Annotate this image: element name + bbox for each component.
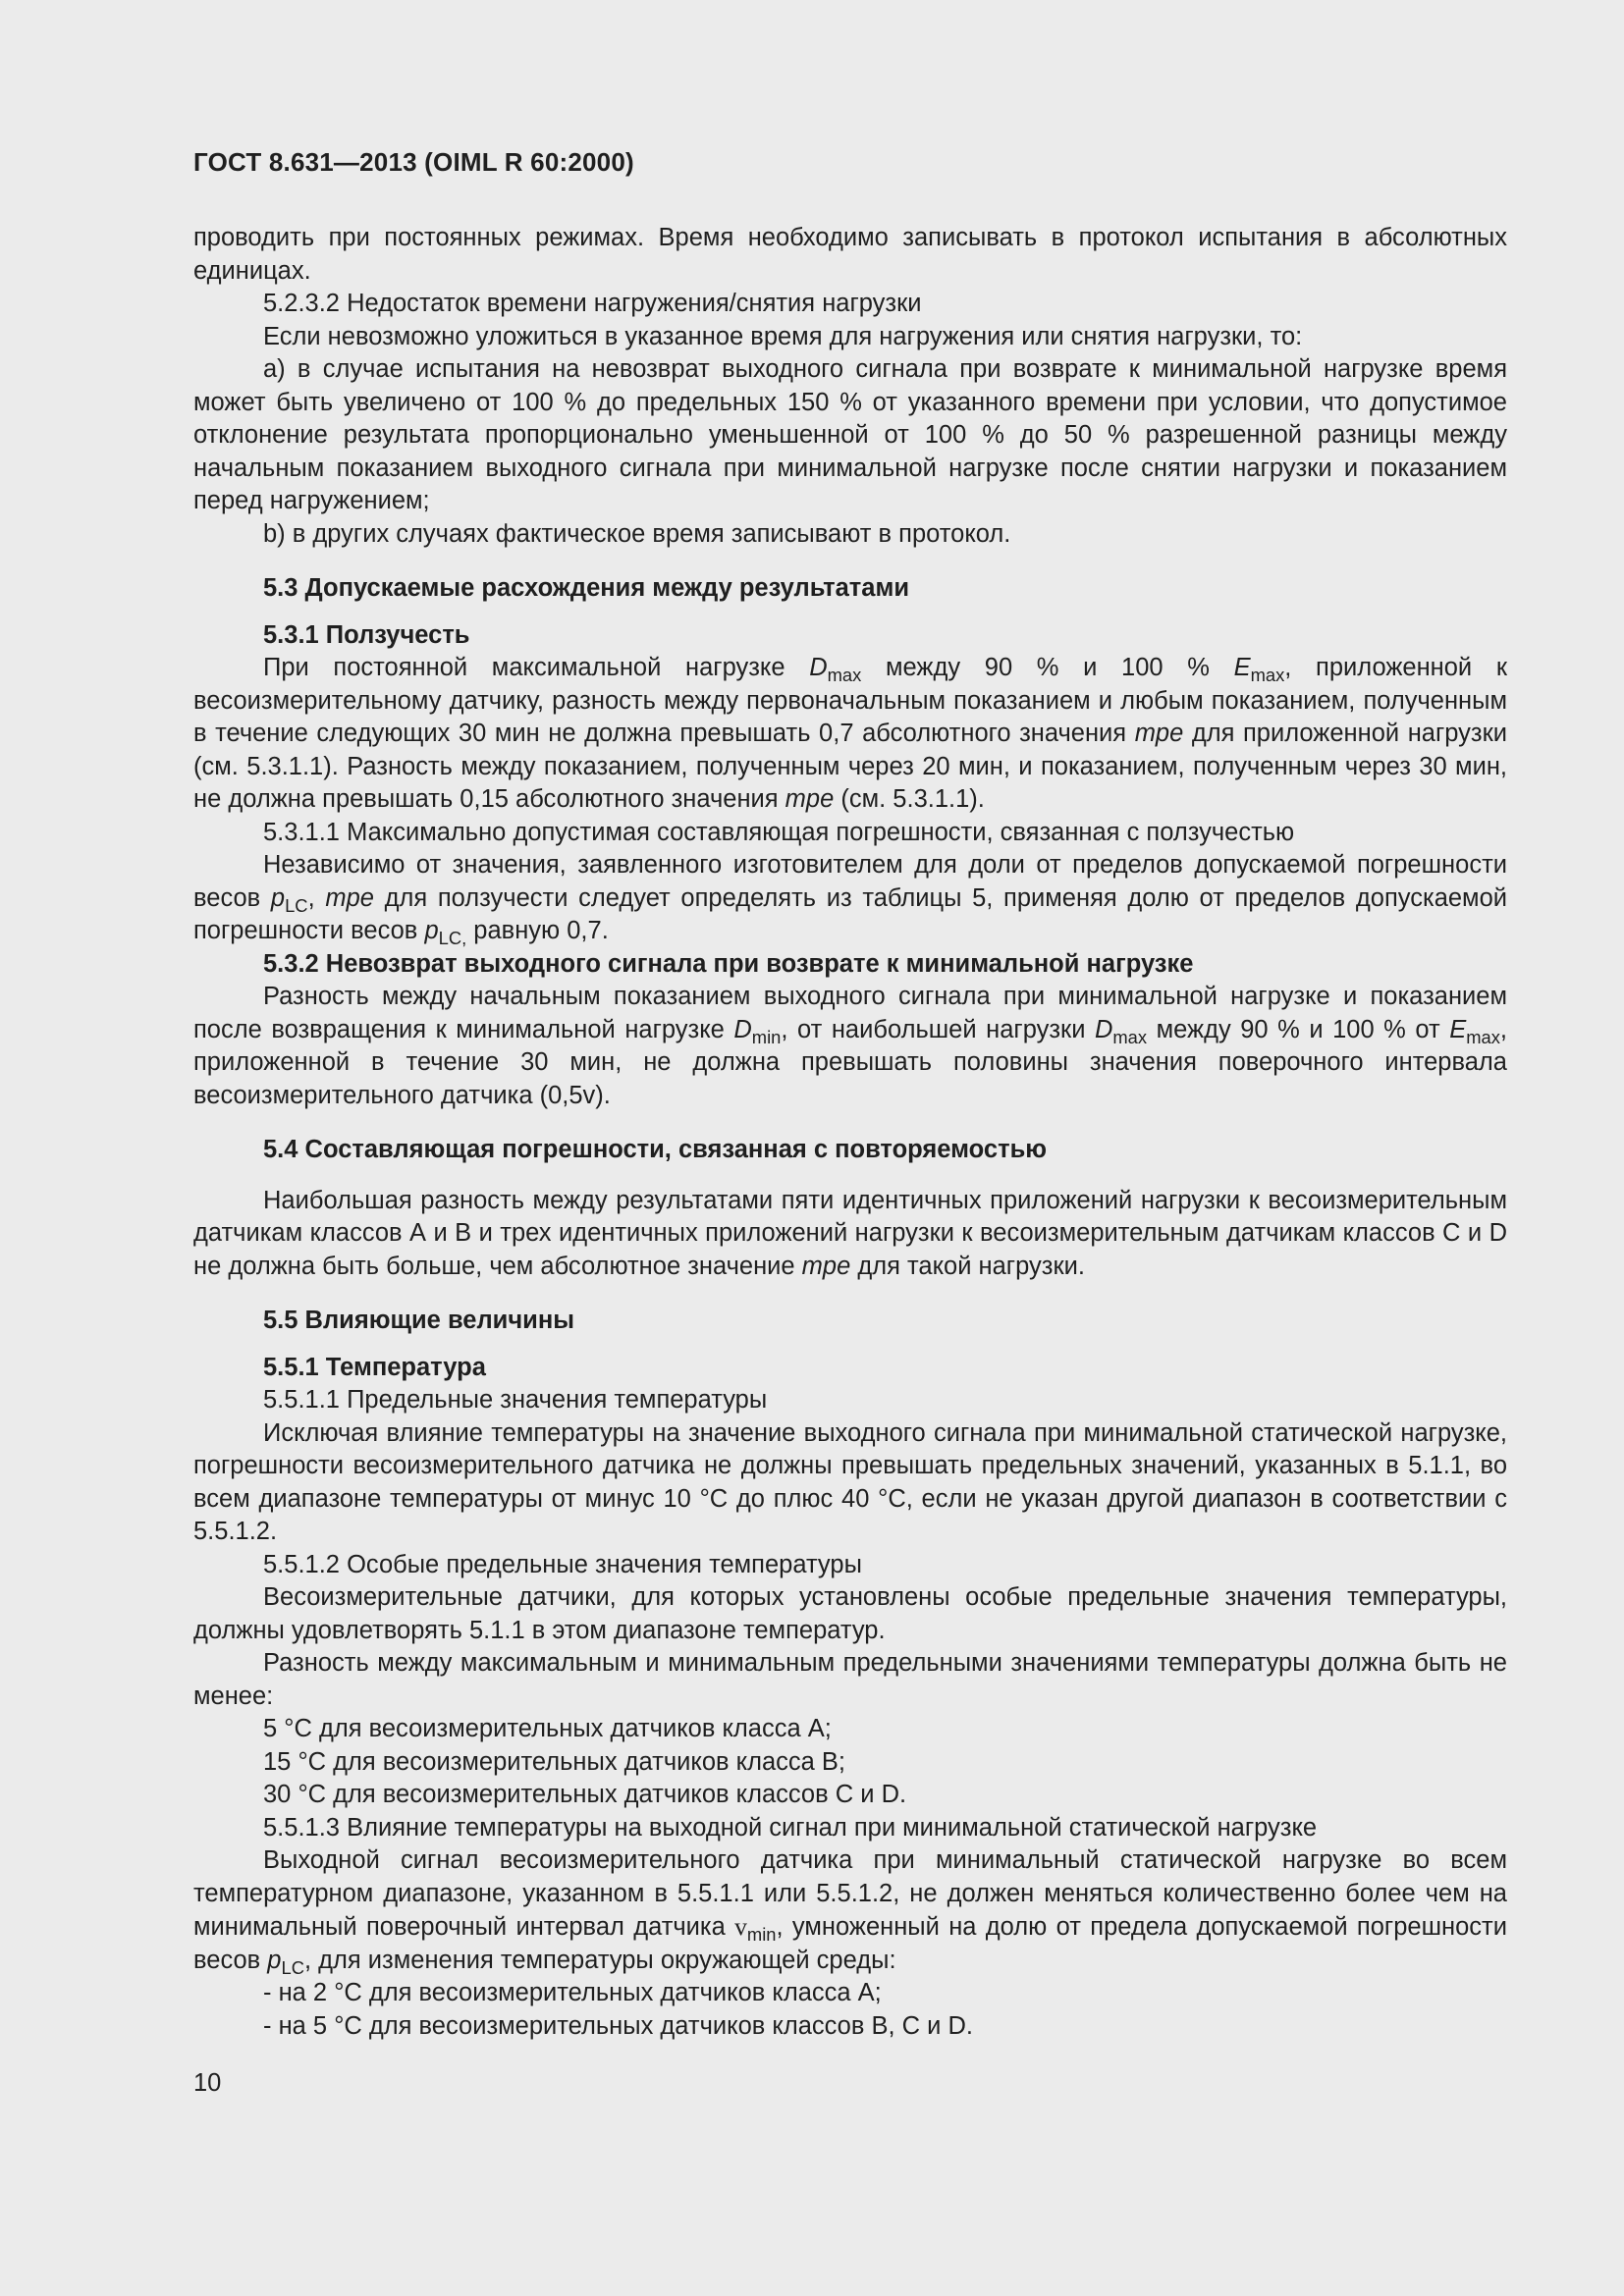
section-5-2-3-2-item-b: b) в других случаях фактическое время записывают в протокол. bbox=[263, 519, 1011, 548]
section-5-2-3-2-intro: Если невозможно уложиться в указанное время для нагружения или снятия нагрузки, то: bbox=[263, 322, 1303, 350]
section-5-2-3-2-item-a: а) в случае испытания на невозврат выходного сигнала при возврате к минимальной нагрузке время может быть увеличено от 100 % до предельных 150 % от указанного времени при условии, что допустимое отклонение результата пропорционально уменьшенной от 100 % до 50 % разрешенной разницы между начальным показанием выходного сигнала при минимальной нагрузке после снятии нагрузки и показанием перед нагружением; bbox=[193, 355, 1507, 514]
heading-5-3-1: 5.3.1 Ползучесть bbox=[263, 620, 470, 649]
heading-5-5-1: 5.5.1 Температура bbox=[263, 1353, 486, 1381]
section-5-2-3-2-title: 5.2.3.2 Недостаток времени нагружения/снятия нагрузки bbox=[263, 290, 922, 317]
heading-5-3: 5.3 Допускаемые расхождения между результатами bbox=[263, 574, 910, 602]
section-5-5-1-3-title: 5.5.1.3 Влияние температуры на выходной сигнал при минимальной статической нагрузке bbox=[263, 1813, 1318, 1842]
document-header: ГОСТ 8.631—2013 (OIML R 60:2000) bbox=[193, 147, 634, 177]
heading-5-3-2: 5.3.2 Невозврат выходного сигнала при возврате к минимальной нагрузке bbox=[263, 949, 1194, 978]
section-5-5-1-2-text-2: Разность между максимальным и минимальным предельными значениями температуры должна быть не менее: bbox=[193, 1649, 1507, 1710]
section-5-5-1-2-title: 5.5.1.2 Особые предельные значения температуры bbox=[263, 1550, 862, 1578]
list-item: 30 °С для весоизмерительных датчиков классов С и D. bbox=[263, 1781, 907, 1808]
section-5-3-1-text: При постоянной максимальной нагрузке $D_{max}$ между 90 % и 100 % $E_{max}$, приложенной к весоизмерительному датчику, разность между первоначальным показанием и любым показанием, полученным в течение следующих 30 мин не должна превышать 0,7 абсолютного значения mpe для приложенной нагрузки (см. 5.3.1.1). Разность между показанием, полученным через 20 мин, и показанием, полученным через 30 мин, не должна превышать 0,15 абсолютного значения mpe (см. 5.3.1.1). bbox=[193, 654, 1507, 813]
list-item: 15 °С для весоизмерительных датчиков класса В; bbox=[263, 1747, 845, 1776]
section-5-5-1-2-text-1: Весоизмерительные датчики, для которых установлены особые предельные значения температуры, должны удовлетворять 5.1.1 в этом диапазоне температур. bbox=[193, 1583, 1507, 1644]
section-5-3-2-text: Разность между начальным показанием выходного сигнала при минимальной нагрузке и показанием после возвращения к минимальной нагрузке $D_{min}$, от наибольшей нагрузки $D_{max}$ между 90 % и 100 % от $E_{max}$, приложенной в течение 30 мин, не должна превышать половины значения поверочного интервала весоизмерительного датчика (0,5v). bbox=[193, 983, 1507, 1109]
section-5-5-1-3-text: Выходной сигнал весоизмерительного датчика при минимальный статической нагрузке во всем температурном диапазоне, указанном в 5.5.1.1 или 5.5.1.2, не должен меняться количественно более чем на минимальный поверочный интервал датчика $v_{min}$, умноженный на долю от предела допускаемой погрешности весов $p_{LC}$, для изменения температуры окружающей среды: bbox=[193, 1846, 1507, 1978]
section-5-3-1-1-title: 5.3.1.1 Максимально допустимая составляющая погрешности, связанная с ползучестью bbox=[263, 818, 1295, 846]
section-5-3-1-1-text: Независимо от значения, заявленного изготовителем для доли от пределов допускаемой погрешности весов $p_{LC}$, mpe для ползучести следует определять из таблицы 5, применяя долю от пределов допускаемой погрешности весов $p_{LC,}$ равную 0,7. bbox=[193, 851, 1508, 948]
section-5-4-text: Наибольшая разность между результатами пяти идентичных приложений нагрузки к весоизмерительным датчикам классов А и В и трех идентичных приложений нагрузки к весоизмерительным датчикам классов С и D не должна быть больше, чем абсолютное значение mpe для такой нагрузки. bbox=[193, 1186, 1507, 1280]
section-5-5-1-1-title: 5.5.1.1 Предельные значения температуры bbox=[263, 1386, 768, 1414]
page-number: 10 bbox=[193, 2069, 222, 2097]
section-5-5-1-1-text: Исключая влияние температуры на значение выходного сигнала при минимальной статической нагрузке, погрешности весоизмерительного датчика не должны превышать предельных значений, указанных в 5.1.1, во всем диапазоне температуры от минус 10 °С до плюс 40 °С, если не указан другой диапазон в соответствии с 5.5.1.2. bbox=[193, 1418, 1507, 1545]
list-item: - на 2 °С для весоизмерительных датчиков класса А; bbox=[263, 1979, 882, 2006]
list-item: - на 5 °С для весоизмерительных датчиков классов В, С и D. bbox=[263, 2011, 973, 2040]
paragraph-continued: проводить при постоянных режимах. Время необходимо записывать в протокол испытания в абсолютных единицах. bbox=[193, 224, 1507, 285]
heading-5-5: 5.5 Влияющие величины bbox=[263, 1307, 574, 1334]
heading-5-4: 5.4 Составляющая погрешности, связанная с повторяемостью bbox=[263, 1136, 1048, 1163]
list-item: 5 °С для весоизмерительных датчиков класса А; bbox=[263, 1715, 832, 1742]
document-body bbox=[193, 222, 1507, 2043]
